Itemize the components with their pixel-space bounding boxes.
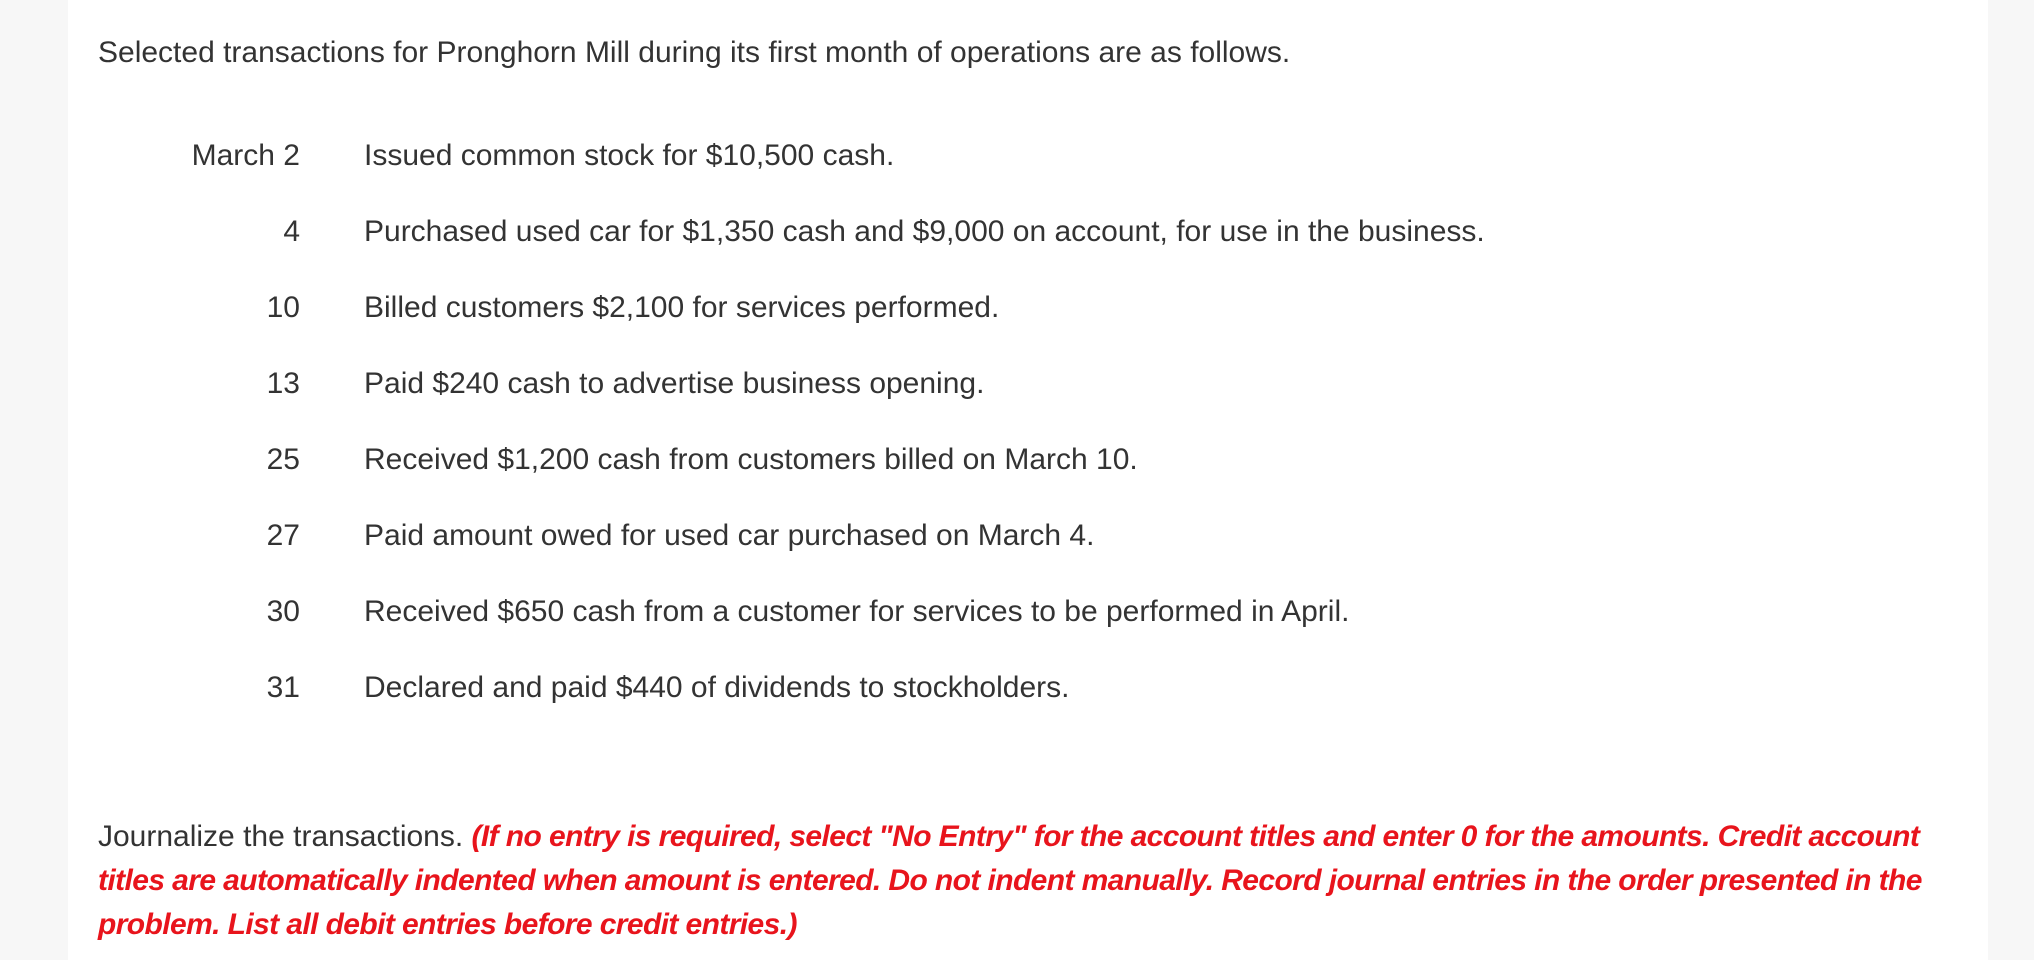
transaction-description: Received $650 cash from a customer for services to be performed in April.	[364, 595, 1350, 628]
transaction-description: Paid amount owed for used car purchased on March 4.	[364, 519, 1095, 552]
transaction-row	[98, 364, 1598, 440]
transaction-description: Billed customers $2,100 for services performed.	[364, 291, 1000, 324]
transaction-list	[98, 136, 1598, 744]
transaction-description: Declared and paid $440 of dividends to stockholders.	[364, 671, 1070, 704]
transaction-row	[98, 516, 1598, 592]
transaction-description: Paid $240 cash to advertise business opening.	[364, 367, 985, 400]
transaction-row	[98, 668, 1598, 744]
transaction-description: Received $1,200 cash from customers billed on March 10.	[364, 443, 1138, 476]
transaction-date: 27	[266, 519, 300, 552]
instructions-text: Journalize the transactions.	[98, 820, 464, 853]
question-panel	[68, 0, 1988, 960]
transaction-row	[98, 592, 1598, 668]
transaction-row	[98, 212, 1598, 288]
intro-text: Selected transactions for Pronghorn Mill during its first month of operations are as follows.	[98, 36, 1291, 69]
transaction-row	[98, 440, 1598, 516]
instructions	[98, 815, 1968, 947]
transaction-date: 10	[266, 291, 300, 324]
instructions-note: (If no entry is required, select "No Entry" for the account titles and enter 0 for the amounts. Credit account titles are automatically indented when amount is entered. Do not indent manually. Record journal entries in the order presented in the problem. List all debit entries before credit entries.)	[98, 820, 1922, 941]
transaction-date: 31	[266, 671, 300, 704]
transaction-description: Purchased used car for $1,350 cash and $9,000 on account, for use in the business.	[364, 215, 1485, 248]
transaction-date: 4	[283, 215, 300, 248]
transaction-date: 25	[266, 443, 300, 476]
transaction-description: Issued common stock for $10,500 cash.	[364, 139, 895, 172]
transaction-row	[98, 136, 1598, 212]
transaction-date: 30	[266, 595, 300, 628]
transaction-date: March 2	[191, 139, 300, 172]
transaction-row	[98, 288, 1598, 364]
transaction-date: 13	[266, 367, 300, 400]
